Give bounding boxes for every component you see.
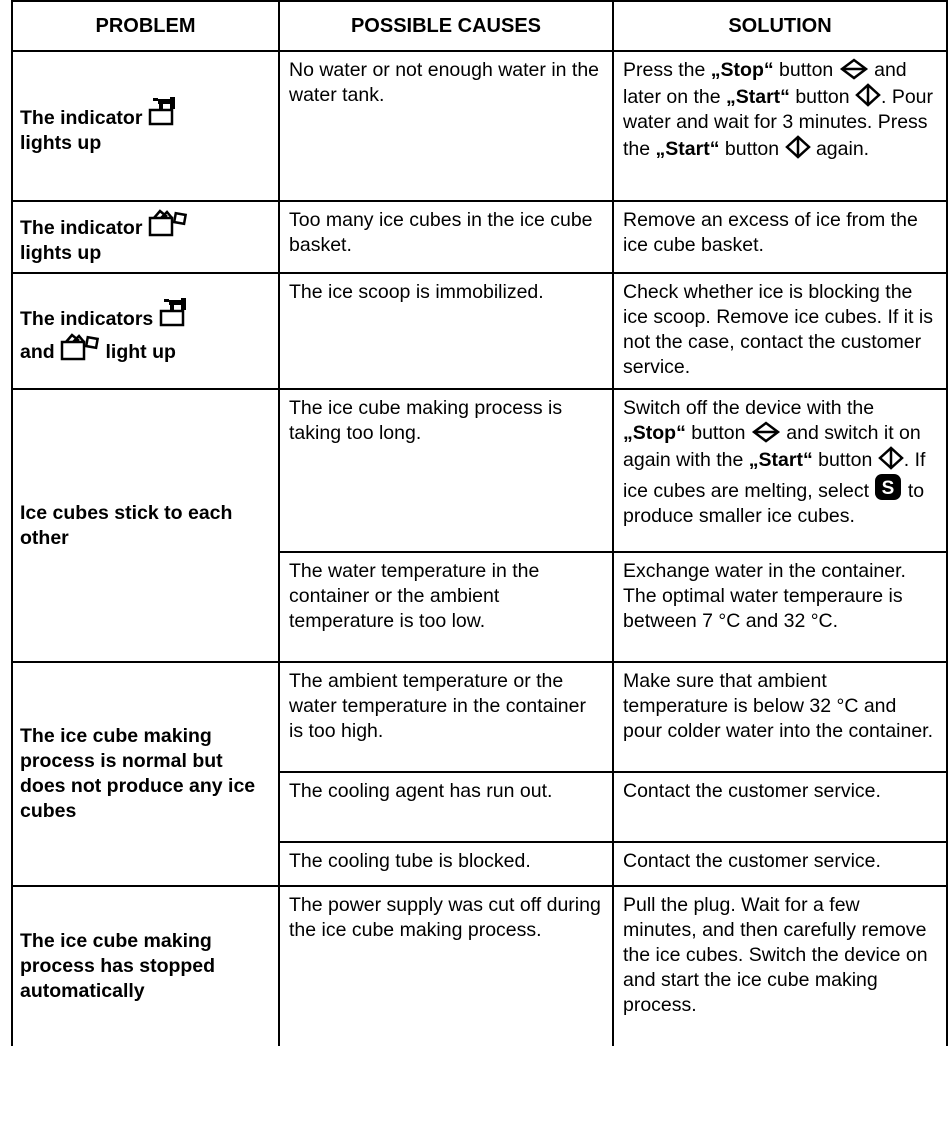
- solution-cell: Exchange water in the container. The optimal water temperaure is between 7 °C and 32 °C.: [613, 552, 947, 662]
- problem-text-2: and: [20, 341, 55, 363]
- problem-text: The indicator: [20, 217, 143, 239]
- cause-cell: The cooling agent has run out.: [279, 772, 613, 842]
- table-row: [12, 51, 947, 201]
- table-row: [12, 201, 947, 273]
- solution-text: . If ice cubes are melting, select: [623, 449, 926, 502]
- cause-cell: The power supply was cut off during the ice cube making process.: [279, 886, 613, 1046]
- header-possible-causes: POSSIBLE CAUSES: [279, 1, 613, 51]
- table-row: [12, 662, 947, 772]
- solution-cell: Contact the customer service.: [613, 842, 947, 886]
- header-problem: PROBLEM: [12, 1, 279, 51]
- stop-button-icon: [751, 421, 781, 443]
- solution-cell: Remove an excess of ice from the ice cube basket.: [613, 201, 947, 273]
- solution-text: again.: [810, 138, 870, 160]
- header-solution: SOLUTION: [613, 1, 947, 51]
- solution-cell: Contact the customer service.: [613, 772, 947, 842]
- cause-cell: The water temperature in the container or the ambient temperature is too low.: [279, 552, 613, 662]
- solution-cell: Check whether ice is blocking the ice scoop. Remove ice cubes. If it is not the case, contact the customer service.: [613, 273, 947, 389]
- cause-cell: The ambient temperature or the water temperature in the container is too high.: [279, 662, 613, 772]
- small-ice-s-icon: [874, 473, 902, 501]
- solution-text: Press the: [623, 59, 711, 81]
- problem-text: The indicator: [20, 107, 143, 129]
- problem-text-2: lights up: [20, 242, 102, 264]
- ice-basket-full-indicator-icon: [60, 332, 100, 362]
- solution-text: Switch off the device with the: [623, 397, 875, 419]
- problem-text: The indicators: [20, 308, 154, 330]
- problem-cell: The ice cube making process is normal but does not produce any ice cubes: [12, 662, 279, 886]
- problem-cell: [12, 273, 279, 389]
- problem-cell: [12, 51, 279, 201]
- cause-cell: The ice cube making process is taking too long.: [279, 389, 613, 552]
- start-label: „Start“: [725, 86, 790, 108]
- solution-text: to produce smaller ice cubes.: [623, 480, 925, 527]
- solution-cell: [613, 51, 947, 201]
- solution-text: button: [812, 449, 878, 471]
- stop-label: „Stop“: [623, 422, 686, 444]
- start-button-icon: [785, 135, 811, 159]
- solution-text: and later on the: [623, 59, 907, 108]
- water-tap-indicator-icon: [159, 297, 193, 329]
- problem-cell: Ice cubes stick to each other: [12, 389, 279, 662]
- solution-text: button: [773, 59, 839, 81]
- start-button-icon: [878, 446, 904, 470]
- solution-cell: [613, 389, 947, 552]
- troubleshooting-table: [11, 0, 948, 1046]
- cause-cell: The cooling tube is blocked.: [279, 842, 613, 886]
- problem-cell: The ice cube making process has stopped automatically: [12, 886, 279, 1046]
- start-label: „Start“: [655, 138, 720, 160]
- solution-text: button: [789, 86, 855, 108]
- start-button-icon: [855, 83, 881, 107]
- solution-cell: Pull the plug. Wait for a few minutes, and then carefully remove the ice cubes. Switch the device on and start the ice cube making process.: [613, 886, 947, 1046]
- cause-cell: Too many ice cubes in the ice cube basket.: [279, 201, 613, 273]
- solution-text: and switch it on again with the: [623, 422, 921, 471]
- cause-cell: The ice scoop is immobilized.: [279, 273, 613, 389]
- header-row: [12, 1, 947, 51]
- solution-cell: Make sure that ambient temperature is below 32 °C and pour colder water into the container.: [613, 662, 947, 772]
- table-row: [12, 886, 947, 1046]
- solution-text: button: [719, 138, 785, 160]
- table-row: [12, 273, 947, 389]
- cause-cell: No water or not enough water in the water tank.: [279, 51, 613, 201]
- table-row: [12, 389, 947, 552]
- ice-basket-full-indicator-icon: [148, 208, 188, 238]
- problem-text-3: light up: [105, 341, 176, 363]
- stop-label: „Stop“: [710, 59, 774, 81]
- problem-cell: [12, 201, 279, 273]
- solution-text: . Pour water and wait for 3 minutes. Press the: [623, 86, 934, 160]
- solution-text: button: [685, 422, 751, 444]
- s-icon-label: S: [882, 478, 895, 499]
- start-label: „Start“: [748, 449, 813, 471]
- stop-button-icon: [839, 58, 869, 80]
- water-tap-indicator-icon: [148, 96, 182, 128]
- problem-text-2: lights up: [20, 132, 102, 154]
